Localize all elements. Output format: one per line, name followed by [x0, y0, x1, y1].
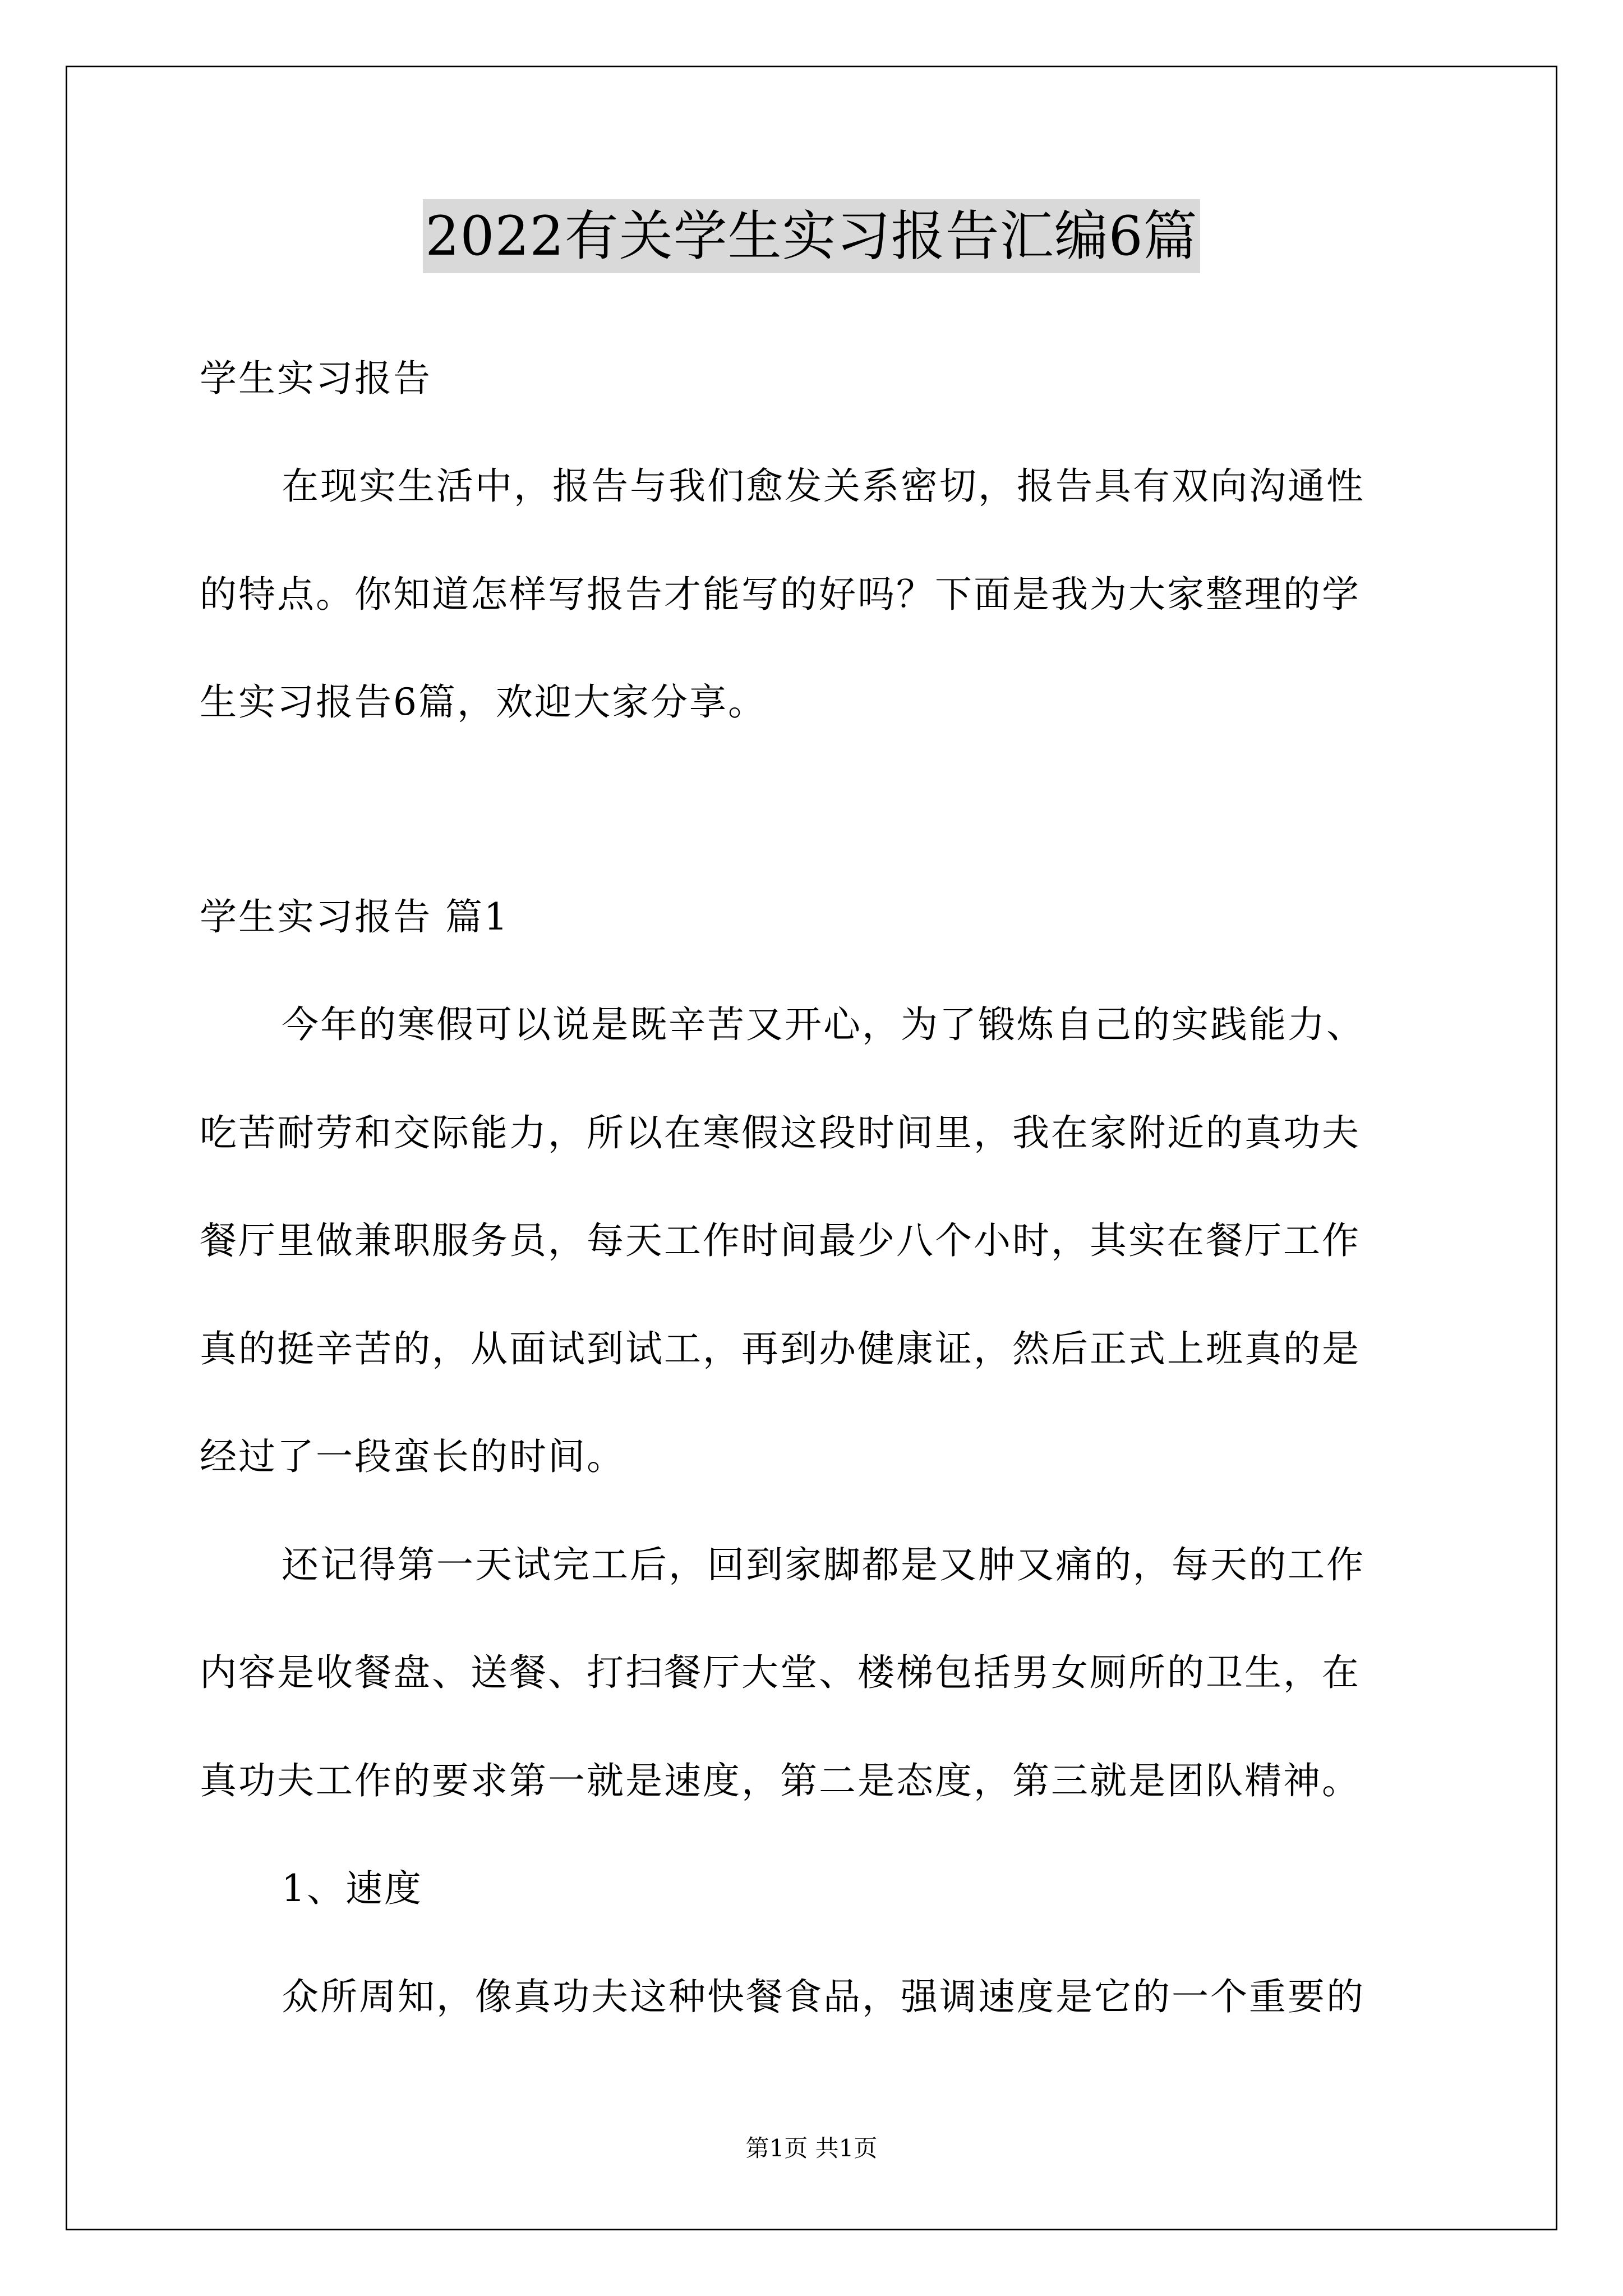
paragraph-line: 真功夫工作的要求第一就是速度，第二是态度，第三就是团队精神。	[200, 1759, 1361, 1802]
paragraph-line: 吃苦耐劳和交际能力，所以在寒假这段时间里，我在家附近的真功夫	[200, 1111, 1361, 1154]
paragraph-line: 真的挺辛苦的，从面试到试工，再到办健康证，然后正式上班真的是	[200, 1327, 1361, 1370]
paragraph-line: 的特点。你知道怎样写报告才能写的好吗？下面是我为大家整理的学	[200, 573, 1361, 616]
paragraph-line: 生实习报告6篇，欢迎大家分享。	[200, 680, 767, 724]
paragraph-line: 还记得第一天试完工后，回到家脚都是又肿又痛的，每天的工作	[282, 1543, 1365, 1586]
paragraph-line: 餐厅里做兼职服务员，每天工作时间最少八个小时，其实在餐厅工作	[200, 1219, 1361, 1262]
list-item-heading: 1、速度	[282, 1867, 423, 1910]
section-heading: 学生实习报告 篇1	[200, 895, 509, 938]
paragraph-line: 在现实生活中，报告与我们愈发关系密切，报告具有双向沟通性	[282, 464, 1365, 508]
paragraph-line: 经过了一段蛮长的时间。	[200, 1435, 625, 1478]
paragraph-line: 今年的寒假可以说是既辛苦又开心，为了锻炼自己的实践能力、	[282, 1003, 1365, 1046]
document-title: 2022有关学生实习报告汇编6篇	[423, 199, 1200, 273]
paragraph-line: 内容是收餐盘、送餐、打扫餐厅大堂、楼梯包括男女厕所的卫生，在	[200, 1651, 1361, 1694]
paragraph-line: 众所周知，像真功夫这种快餐食品，强调速度是它的一个重要的	[282, 1975, 1365, 2018]
page-footer: 第1页 共1页	[745, 2134, 878, 2162]
title-container	[0, 199, 1623, 273]
section-heading: 学生实习报告	[200, 357, 432, 400]
